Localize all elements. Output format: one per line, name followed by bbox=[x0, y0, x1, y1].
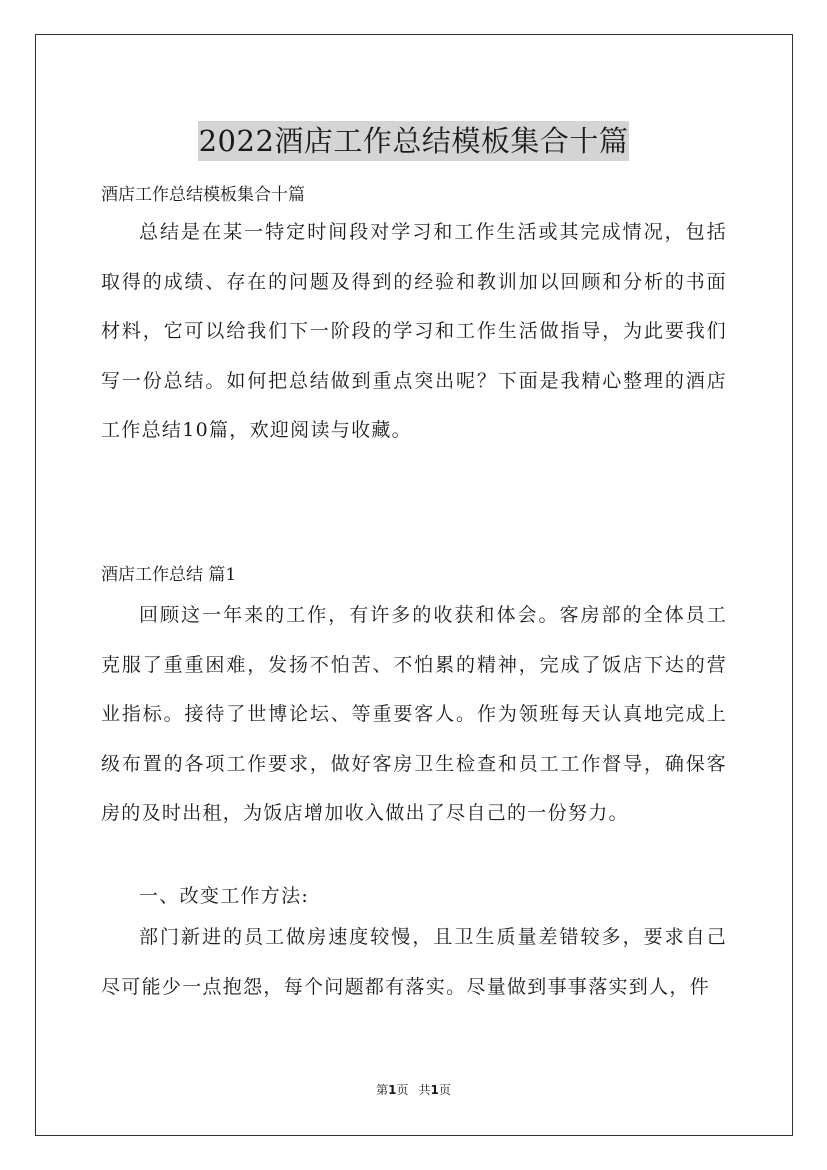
document-title: 2022酒店工作总结模板集合十篇 bbox=[198, 121, 630, 161]
footer-total-prefix: 共 bbox=[418, 1083, 431, 1097]
footer-total-suffix: 页 bbox=[438, 1083, 451, 1097]
document-subtitle: 酒店工作总结模板集合十篇 bbox=[101, 185, 305, 205]
footer-page-suffix: 页 bbox=[396, 1083, 409, 1097]
point-heading: 一、改变工作方法: bbox=[139, 885, 310, 907]
section-heading: 酒店工作总结 篇1 bbox=[101, 565, 237, 585]
footer-prefix: 第 bbox=[376, 1083, 389, 1097]
page-footer bbox=[0, 1081, 827, 1099]
intro-paragraph: 总结是在某一特定时间段对学习和工作生活或其完成情况，包括取得的成绩、存在的问题及得到的经验和教训加以回顾和分析的书面材料，它可以给我们下一阶段的学习和工作生活做指导，为此要我们写一份总结。如何把总结做到重点突出呢？下面是我精心整理的酒店工作总结10篇，欢迎阅读与收藏。 bbox=[101, 221, 727, 441]
section-paragraph: 回顾这一年来的工作，有许多的收获和体会。客房部的全体员工克服了重重困难，发扬不怕苦、不怕累的精神，完成了饭店下达的营业指标。接待了世博论坛、等重要客人。作为领班每天认真地完成上级布置的各项工作要求，做好客房卫生检查和员工工作督导，确保客房的及时出租，为饭店增加收入做出了尽自己的一份努力。 bbox=[101, 604, 727, 824]
point-paragraph: 部门新进的员工做房速度较慢，且卫生质量差错较多，要求自己尽可能少一点抱怨，每个问题都有落实。尽量做到事事落实到人，件 bbox=[101, 926, 727, 998]
title-container bbox=[0, 102, 827, 181]
footer-total-pages: 1 bbox=[430, 1083, 439, 1097]
footer-page-number: 1 bbox=[388, 1083, 397, 1097]
